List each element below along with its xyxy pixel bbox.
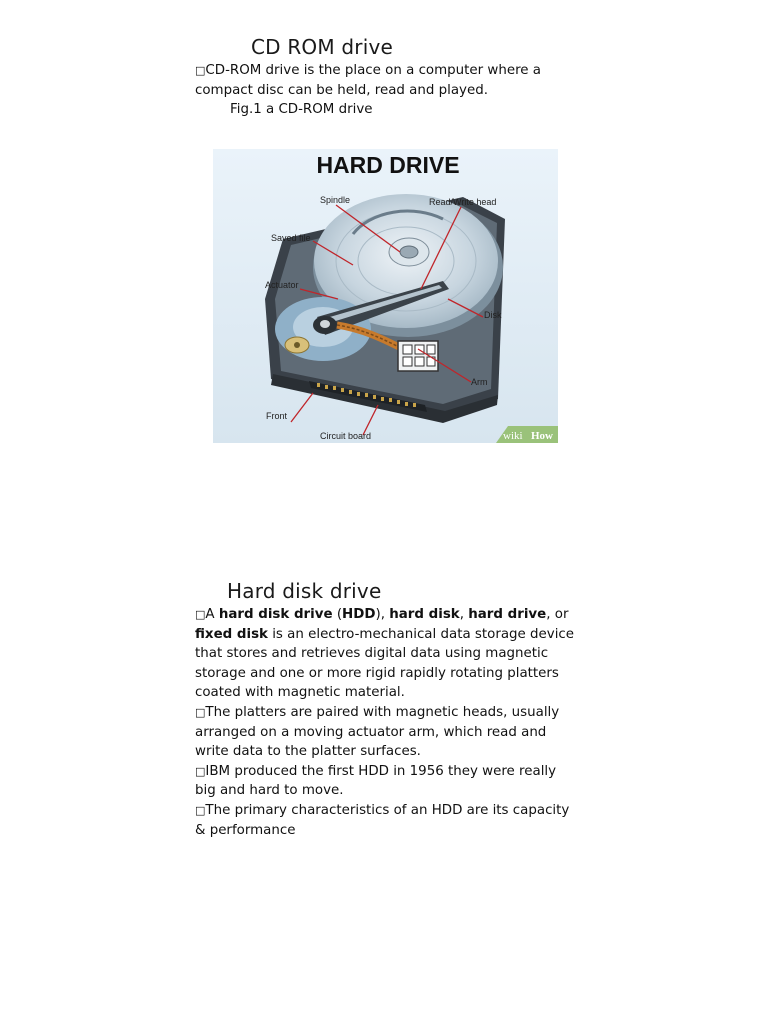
label-disk: Disk [484,310,502,320]
bullet-icon: □ [195,705,206,719]
hard-drive-illustration [213,149,558,443]
label-actuator: Actuator [265,280,299,290]
label-saved-file: Saved file [271,233,311,243]
svg-text:How: How [531,430,553,442]
bullet-icon: □ [195,803,206,817]
figure-title: HARD DRIVE [316,152,460,178]
label-spindle: Spindle [320,195,351,205]
hdd-paragraph-4: □The primary characteristics of an HDD are its capacity & performance [195,802,570,838]
label-front: Front [266,411,288,421]
hdd-heading: Hard disk drive [227,579,382,603]
label-read-write-head: Read/Write head [429,197,497,207]
cdrom-heading: CD ROM drive [251,35,393,59]
svg-text:wiki: wiki [503,430,523,442]
hdd-paragraph-1: □A hard disk drive (HDD), hard disk, hard drive, or fixed disk is an electro-mechanical data storage device that stores and retrieves digital data using magnetic storage and one or more rigid rapidly rotating platters coated with magnetic material. [195,607,575,701]
cdrom-description [195,61,575,120]
hdd-paragraph-2: □The platters are paired with magnetic heads, usually arranged on a moving actuator arm, which read and write data to the platter surfaces. [195,704,560,760]
hdd-description [195,605,575,840]
bullet-icon: □ [195,764,206,778]
figure-caption: Fig.1 a CD-ROM drive [230,102,373,118]
label-arm: Arm [471,377,488,387]
cdrom-text: CD-ROM drive is the place on a computer where a compact disc can be held, read and played. [195,63,541,98]
bullet-icon: □ [195,64,206,77]
bullet-icon: □ [195,608,206,621]
hard-drive-figure [213,149,558,443]
hdd-paragraph-3: □IBM produced the first HDD in 1956 they were really big and hard to move. [195,763,557,799]
label-circuit-board: Circuit board [320,431,372,441]
